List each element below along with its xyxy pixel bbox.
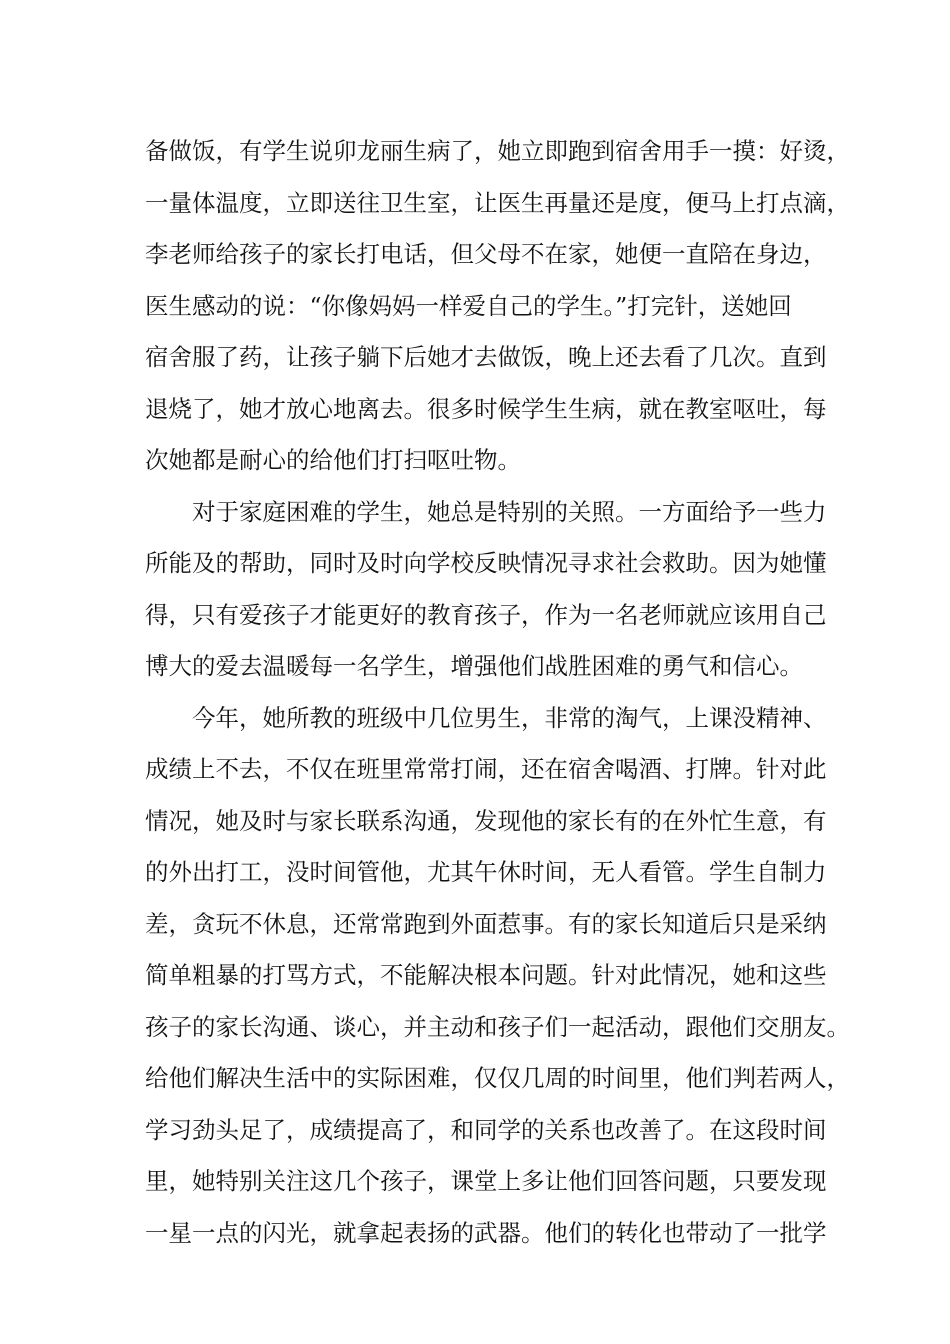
text-line: 退烧了，她才放心地离去。很多时候学生生病，就在教室呕吐，每 <box>145 394 827 423</box>
text-line: 对于家庭困难的学生，她总是特别的关照。一方面给予一些力 <box>145 497 827 526</box>
text-line: 次她都是耐心的给他们打扫呕吐物。 <box>145 446 521 474</box>
text-line: 情况，她及时与家长联系沟通，发现他的家长有的在外忙生意，有 <box>145 806 827 835</box>
text-line: 成绩上不去，不仅在班里常常打闹，还在宿舍喝酒、打牌。针对此 <box>145 755 827 783</box>
text-line: 学习劲头足了，成绩提高了，和同学的关系也改善了。在这段时间 <box>145 1115 827 1144</box>
text-line: 得，只有爱孩子才能更好的教育孩子，作为一名老师就应该用自己 <box>145 600 827 629</box>
text-line: 里，她特别关注这几个孩子，课堂上多让他们回答问题，只要发现 <box>145 1167 827 1195</box>
text-line: 孩子的家长沟通、谈心，并主动和孩子们一起活动，跟他们交朋友。 <box>145 1012 850 1041</box>
text-line: 一量体温度，立即送往卫生室，让医生再量还是度，便马上打点滴， <box>145 188 850 217</box>
text-line: 宿舍服了药，让孩子躺下后她才去做饭，晚上还去看了几次。直到 <box>145 343 827 371</box>
body-text <box>145 126 850 1259</box>
text-line: 所能及的帮助，同时及时向学校反映情况寻求社会救助。因为她懂 <box>145 549 827 577</box>
text-line: 一星一点的闪光，就拿起表扬的武器。他们的转化也带动了一批学 <box>145 1218 827 1247</box>
text-line: 李老师给孩子的家长打电话，但父母不在家，她便一直陪在身边， <box>145 240 827 268</box>
text-line: 备做饭，有学生说卯龙丽生病了，她立即跑到宿舍用手一摸：好烫， <box>145 137 850 165</box>
text-line: 给他们解决生活中的实际困难，仅仅几周的时间里，他们判若两人， <box>145 1064 850 1092</box>
text-line: 今年，她所教的班级中几位男生，非常的淘气，上课没精神、 <box>145 703 827 732</box>
text-line: 简单粗暴的打骂方式，不能解决根本问题。针对此情况，她和这些 <box>145 961 827 989</box>
text-line: 医生感动的说：“你像妈妈一样爱自己的学生。”打完针，送她回 <box>145 291 792 320</box>
text-line: 的外出打工，没时间管他，尤其午休时间，无人看管。学生自制力 <box>145 858 827 886</box>
text-line: 博大的爱去温暖每一名学生，增强他们战胜困难的勇气和信心。 <box>145 652 803 680</box>
text-line: 差，贪玩不休息，还常常跑到外面惹事。有的家长知道后只是采纳 <box>145 909 827 938</box>
